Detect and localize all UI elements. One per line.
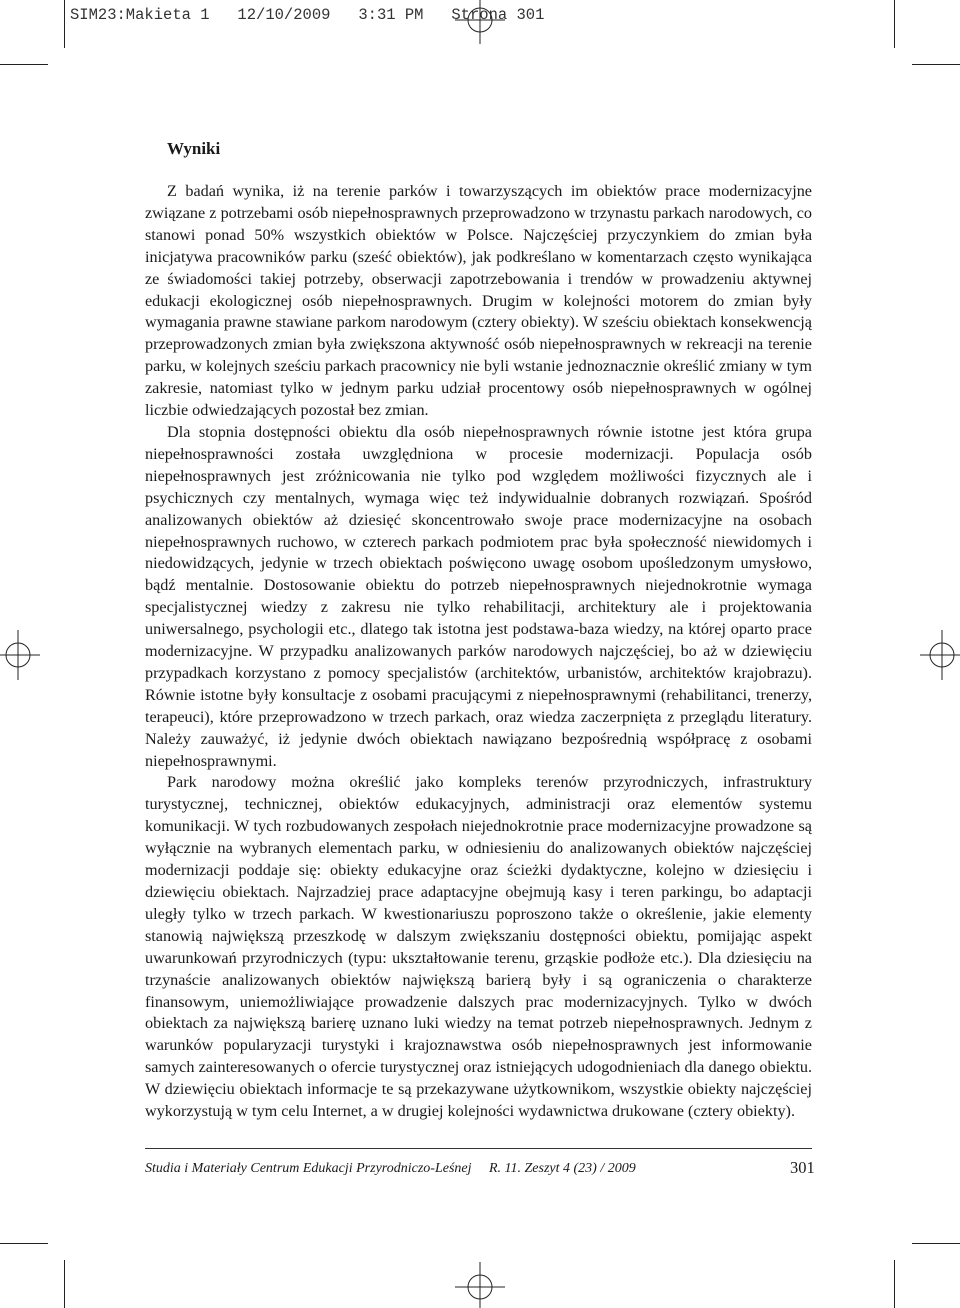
page-number: 301 bbox=[790, 1158, 815, 1177]
paragraph: Park narodowy można określić jako kompleks terenów przyrodniczych, infrastruktury turystycznej, technicznej, obiektów edukacyjnych, administracji oraz elementów systemu komunikacji. W tych rozbudowanych zespołach niejednokrotnie prace modernizacyjne prowadzone są wyłącznie na wybranych elementach parku, w odniesieniu do analizowanych obiektów najczęściej modernizacji poddaje się: obiekty edukacyjne oraz ścieżki dydaktyczne, kolejno w dziesięciu i dziewięciu obiektach. Najrzadziej prace adaptacyjne obejmują kasy i teren parkingu, bo adaptacji uległy tylko w trzech parkach. W kwestionariuszu poproszono także o określenie, jakie elementy stanowią największą przeszkodę w dalszym zwiększaniu dostępności obiektu, pomijając aspekt uwarunkowań przyrodniczych (typu: ukształtowanie terenu, grząskie podłoże etc.). Dla dziesięciu na trzynaście analizowanych obiektów największą barierą były i są ograniczenia o charakterze finansowym, uniemożliwiające prowadzenie dalszych prac modernizacyjnych. Tylko w dwóch obiektach za największą barierę uznano luki wiedzy na temat potrzeb niepełnosprawnych. Jednym z warunków popularyzacji turystyki i krajoznawstwa osób niepełnosprawnych jest informowanie samych zainteresowanych o ofercie turystycznej oraz istniejących udogodnieniach dla danego obiektu. W dziewięciu obiektach informacje te są przekazywane użytkownikom, wszystkie obiekty najczęściej wykorzystują w tym celu Internet, a w drugiej kolejności wydawnictwa drukowane (cztery obiekty). bbox=[145, 773, 812, 1121]
crop-mark bbox=[64, 1260, 65, 1308]
crop-mark bbox=[912, 64, 960, 65]
crop-mark bbox=[0, 1243, 48, 1244]
paragraph: Dla stopnia dostępności obiektu dla osób niepełnosprawnych równie istotne jest która grupa niepełnosprawności została uwzględniona w procesie modernizacji. Populacja osób niepełnosprawnych jest zróżnicowania nie tylko pod względem możliwości fizycznych ale i psychicznych czy mentalnych, wymaga więc też indywidualnie dobranych rozwiązań. Spośród analizowanych obiektów aż dziesięć skoncentrowało swoje prace modernizacyjne na osobach niepełnosprawnych ruchowo, w czterech parkach podmiotem prac była społeczność niewidomych i niedowidzących, jedynie w trzech obiektach poświęcono uwagę osobom upośledzonym umysłowo, bądź mentalnie. Dostosowanie obiektu do potrzeb niepełnosprawnych niejednokrotnie wymaga specjalistycznej wiedzy z zakresu nie tylko rehabilitacji, architektury ale i projektowania uniwersalnego, psychologii etc., dlatego tak istotna jest podstawa-baza wiedzy, na której oparto prace modernizacyjne. W przypadku analizowanych parków narodowych najczęściej, bo aż w dziewięciu przypadkach korzystano z pomocy specjalistów (architektów, urbanistów, architektów krajobrazu). Równie istotne były konsultacje z osobami pracującymi z niepełnosprawnymi (rehabilitanci, trenerzy, terapeuci), które przeprowadzono w trzech parkach, oraz wiedza zaczerpnięta z przeglądu literatury. Należy zauważyć, iż jedynie dwóch obiektach nawiązano bezpośrednią współpracę z osobami niepełnosprawnymi. bbox=[145, 422, 812, 770]
registration-mark-icon bbox=[0, 630, 40, 680]
registration-mark-icon bbox=[455, 1262, 505, 1308]
crop-mark bbox=[0, 64, 48, 65]
footer-rule bbox=[145, 1148, 812, 1149]
crop-mark bbox=[894, 1260, 895, 1308]
body-text bbox=[145, 181, 812, 1123]
registration-mark-icon bbox=[455, 0, 505, 44]
section-heading: Wyniki bbox=[167, 139, 221, 158]
crop-mark bbox=[912, 1243, 960, 1244]
print-slug: SIM23:Makieta 1 12/10/2009 3:31 PM Strona 301 bbox=[70, 6, 545, 24]
registration-mark-icon bbox=[920, 630, 960, 680]
paragraph: Z badań wynika, iż na terenie parków i towarzyszących im obiektów prace modernizacyjne związane z potrzebami osób niepełnosprawnych przeprowadzono w trzynastu parkach narodowych, co stanowi ponad 50% wszystkich obiektów w Polsce. Najczęściej przyczynkiem do zmian była inicjatywa pracowników parku (sześć obiektów), jak podkreślano w komentarzach często wynikająca ze świadomości takiej potrzeby, obserwacji zapotrzebowania i trendów w prowadzeniu aktywnej edukacji ekologicznej osób niepełnosprawnych. Drugim w kolejności motorem do zmian były wymagania prawne stawiane parkom narodowym (cztery obiekty). W sześciu obiektach konsekwencją przeprowadzonych zmian była zwiększona aktywność osób niepełnosprawnych w rekreacji na terenie parku, w kolejnych sześciu parkach pracownicy nie byli wstanie jednoznacznie określić zmiany w tym zakresie, natomiast tylko w jednym parku udział procentowy osób niepełnosprawnych w ogólnej liczbie odwiedzających pozostał bez zmian. bbox=[145, 182, 812, 420]
journal-citation: Studia i Materiały Centrum Edukacji Przyrodniczo-Leśnej R. 11. Zeszyt 4 (23) / 2009 bbox=[145, 1161, 636, 1176]
crop-mark bbox=[894, 0, 895, 48]
crop-mark bbox=[64, 0, 65, 48]
